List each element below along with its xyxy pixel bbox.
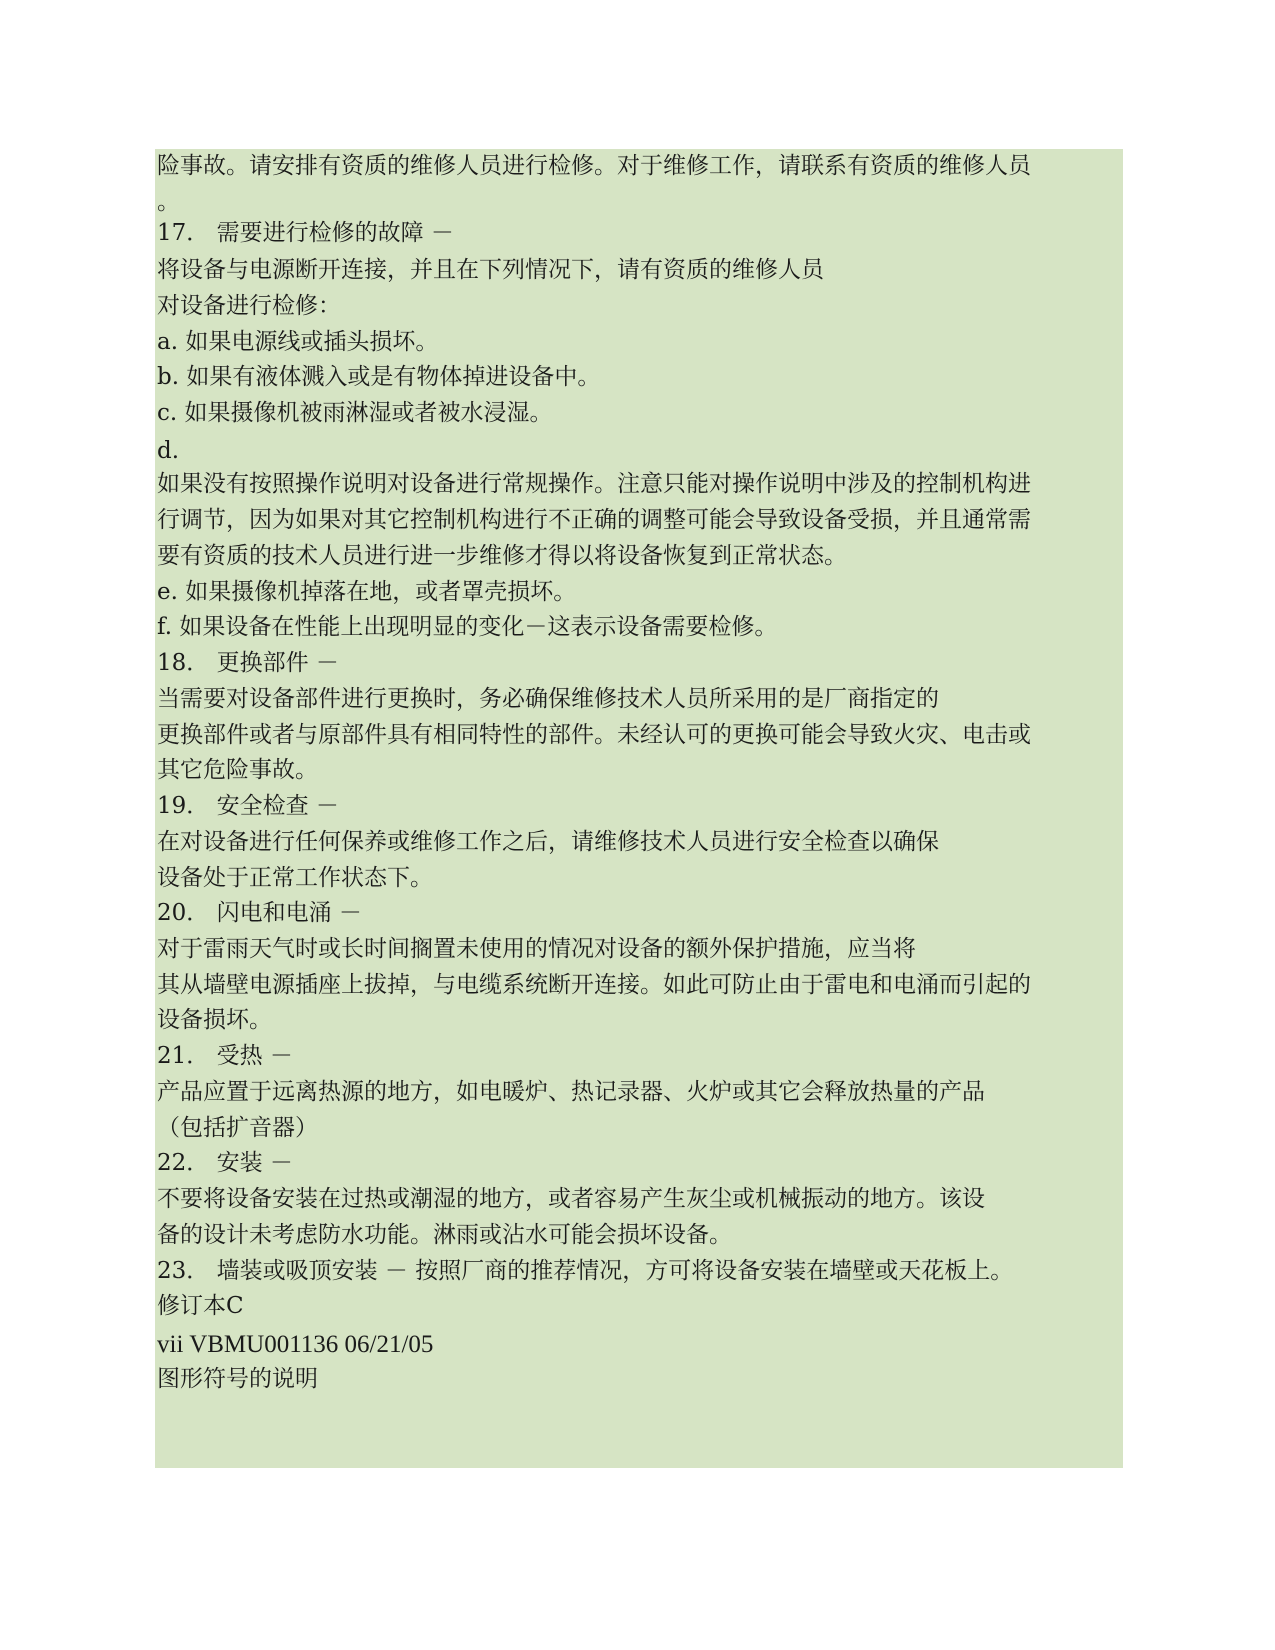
list-item-d-marker: d. <box>157 438 180 464</box>
text-line: 当需要对设备部件进行更换时，务必确保维修技术人员所采用的是厂商指定的 <box>157 686 939 712</box>
text-line: 。 <box>157 189 180 215</box>
list-item-b: b. 如果有液体溅入或是有物体掉进设备中。 <box>157 364 601 390</box>
section-heading-17: 17． 需要进行检修的故障 － <box>157 220 454 246</box>
text-line: 如果没有按照操作说明对设备进行常规操作。注意只能对操作说明中涉及的控制机构进 <box>157 471 1031 497</box>
list-item-f: f. 如果设备在性能上出现明显的变化－这表示设备需要检修。 <box>157 614 778 640</box>
section-heading-20: 20． 闪电和电涌 － <box>157 900 362 926</box>
list-item-e: e. 如果摄像机掉落在地，或者罩壳损坏。 <box>157 579 577 605</box>
text-line: 其它危险事故。 <box>157 757 318 783</box>
text-line: 要有资质的技术人员进行进一步维修才得以将设备恢复到正常状态。 <box>157 543 847 569</box>
text-line: 在对设备进行任何保养或维修工作之后，请维修技术人员进行安全检查以确保 <box>157 829 939 855</box>
section-title-graphic-symbols: 图形符号的说明 <box>157 1366 318 1392</box>
text-line: 设备损坏。 <box>157 1007 272 1033</box>
list-item-c: c. 如果摄像机被雨淋湿或者被水浸湿。 <box>157 400 553 426</box>
text-line: 设备处于正常工作状态下。 <box>157 865 433 891</box>
text-line: 不要将设备安装在过热或潮湿的地方，或者容易产生灰尘或机械振动的地方。该设 <box>157 1186 985 1212</box>
text-line: 产品应置于远离热源的地方，如电暖炉、热记录器、火炉或其它会释放热量的产品 <box>157 1079 985 1105</box>
text-line: 将设备与电源断开连接，并且在下列情况下，请有资质的维修人员 <box>157 257 824 283</box>
section-heading-22: 22． 安装 － <box>157 1150 293 1176</box>
text-line: 更换部件或者与原部件具有相同特性的部件。未经认可的更换可能会导致火灾、电击或 <box>157 722 1031 748</box>
text-line: 行调节，因为如果对其它控制机构进行不正确的调整可能会导致设备受损，并且通常需 <box>157 507 1031 533</box>
text-line: 备的设计未考虑防水功能。淋雨或沾水可能会损坏设备。 <box>157 1222 732 1248</box>
text-line: 对设备进行检修： <box>157 293 341 319</box>
page-footer-code: vii VBMU001136 06/21/05 <box>157 1331 434 1358</box>
text-line: 对于雷雨天气时或长时间搁置未使用的情况对设备的额外保护措施，应当将 <box>157 936 916 962</box>
document-text-block <box>155 149 1123 1468</box>
text-line: （包括扩音器） <box>157 1115 318 1141</box>
section-heading-19: 19． 安全检查 － <box>157 793 339 819</box>
list-item-a: a. 如果电源线或插头损坏。 <box>157 329 439 355</box>
text-line: 险事故。请安排有资质的维修人员进行检修。对于维修工作，请联系有资质的维修人员 <box>157 153 1031 179</box>
section-heading-23: 23． 墙装或吸顶安装 － 按照厂商的推荐情况，方可将设备安装在墙壁或天花板上。 <box>157 1258 1014 1284</box>
section-heading-21: 21． 受热 － <box>157 1043 293 1069</box>
text-line: 其从墙壁电源插座上拔掉，与电缆系统断开连接。如此可防止由于雷电和电涌而引起的 <box>157 972 1031 998</box>
revision-label: 修订本C <box>157 1293 244 1319</box>
section-heading-18: 18． 更换部件 － <box>157 650 339 676</box>
